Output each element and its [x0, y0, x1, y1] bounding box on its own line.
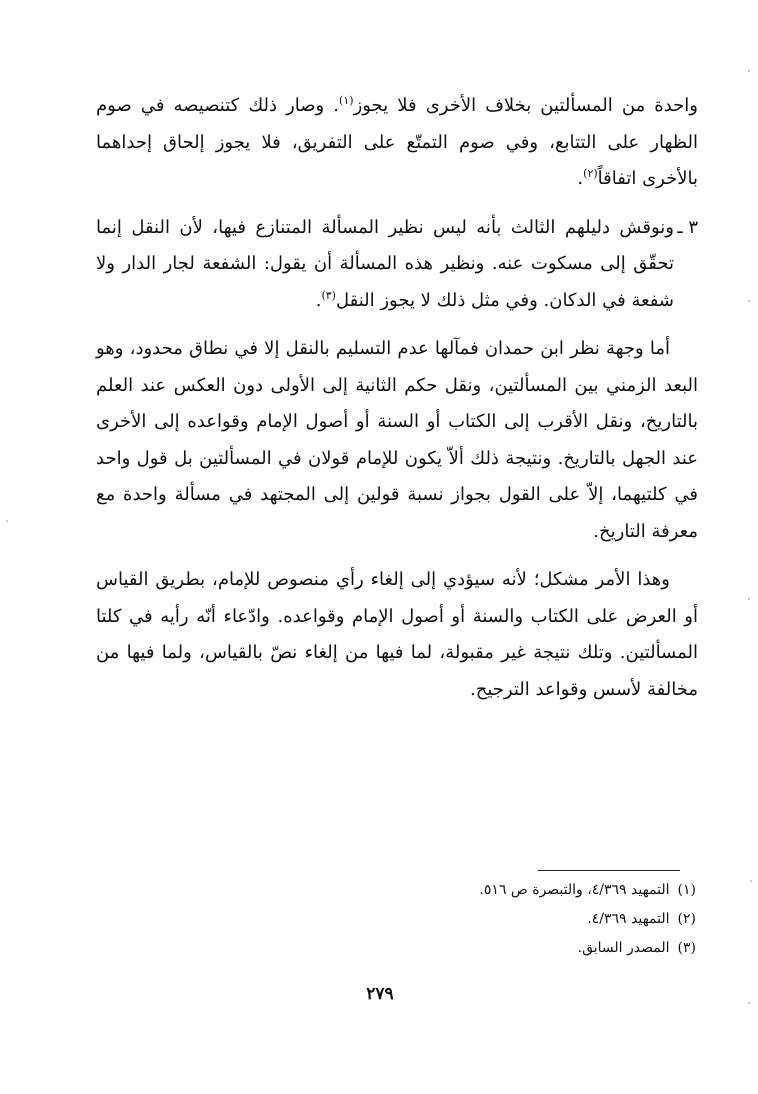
paragraph-1-text-b: . وصار ذلك كتنصيصه في صوم الظهار على التتابع، وفي صوم التمتّع على التفريق، فلا يجوز إلحاق إحداهما بالأخرى اتفاقاً: [96, 95, 698, 189]
paragraph-2-numbered-item: [96, 210, 698, 320]
footnote-3: [300, 934, 696, 963]
footnote-separator-line: [538, 870, 680, 871]
scan-speck: [6, 520, 8, 522]
scan-speck: [748, 70, 750, 72]
footnote-2: [300, 905, 696, 934]
scan-speck: [748, 598, 750, 600]
footnotes: [300, 876, 696, 963]
main-text: [96, 88, 698, 720]
footnote-2-text: التمهيد ٤/٣٦٩.: [587, 911, 670, 927]
footnote-1: [300, 876, 696, 905]
scan-speck: [748, 1002, 750, 1004]
footnote-2-marker: (٢): [677, 911, 696, 927]
paragraph-2-text-a: ونوقش دليلهم الثالث بأنه ليس نظير المسألة المتنازع فيها، لأن النقل إنما تحقّق إلى مسكوت عنه. ونظير هذه المسألة أن يقول: الشفعة لجار الدار ولا شفعة في الدكان. وفي مثل ذلك لا يجوز النقل: [96, 216, 674, 311]
paragraph-3: أما وجهة نظر ابن حمدان فمآلها عدم التسليم بالنقل إلا في نطاق محدود، وهو البعد الزمني بين المسألتين، ونقل حكم الثانية إلى الأولى دون العكس عند العلم بالتاريخ، ونقل الأقرب إلى الكتاب أو السنة أو أصول الإمام وقواعده إلى الأخرى عند الجهل بالتاريخ. ونتيجة ذلك ألاّ يكون للإمام قولان في المسألتين بل قول واحد في كلتيهما، إلاّ على القول بجواز نسبة قولين إلى المجتهد في مسألة واحدة مع معرفة التاريخ.: [96, 338, 698, 542]
footnote-1-text: التمهيد ٤/٣٦٩، والتبصرة ص ٥١٦.: [479, 882, 670, 898]
paragraph-1: [96, 88, 698, 198]
scan-speck: [750, 880, 752, 882]
footnote-1-marker: (١): [677, 882, 696, 898]
paragraph-4: وهذا الأمر مشكل؛ لأنه سيؤدي إلى إلغاء رأي منصوص للإمام، بطريق القياس أو العرض على الكتاب والسنة أو أصول الإمام وقواعده. وادّعاء أنّه رأيه في كلتا المسألتين. وتلك نتيجة غير مقبولة، لما فيها من إلغاء نصّ بالقياس، ولما فيها من مخالفة لأسس وقواعد الترجيح.: [96, 569, 698, 700]
footnote-3-text: المصدر السابق.: [577, 940, 670, 956]
paragraph-1-text-a: واحدة من المسألتين بخلاف الأخرى فلا يجوز: [353, 95, 698, 116]
footnote-ref-1: (١): [339, 94, 354, 107]
footnote-ref-3: (٣): [321, 288, 336, 302]
paragraph-2-text-b: .: [315, 289, 322, 311]
page-number: ٢٧٩: [366, 984, 394, 1004]
footnote-ref-2: (٢): [583, 167, 598, 180]
scan-speck: [748, 300, 750, 302]
paragraph-1-text-c: .: [577, 168, 584, 189]
item-number-3: ٣ ـ: [677, 216, 698, 238]
footnote-3-marker: (٣): [677, 940, 696, 956]
